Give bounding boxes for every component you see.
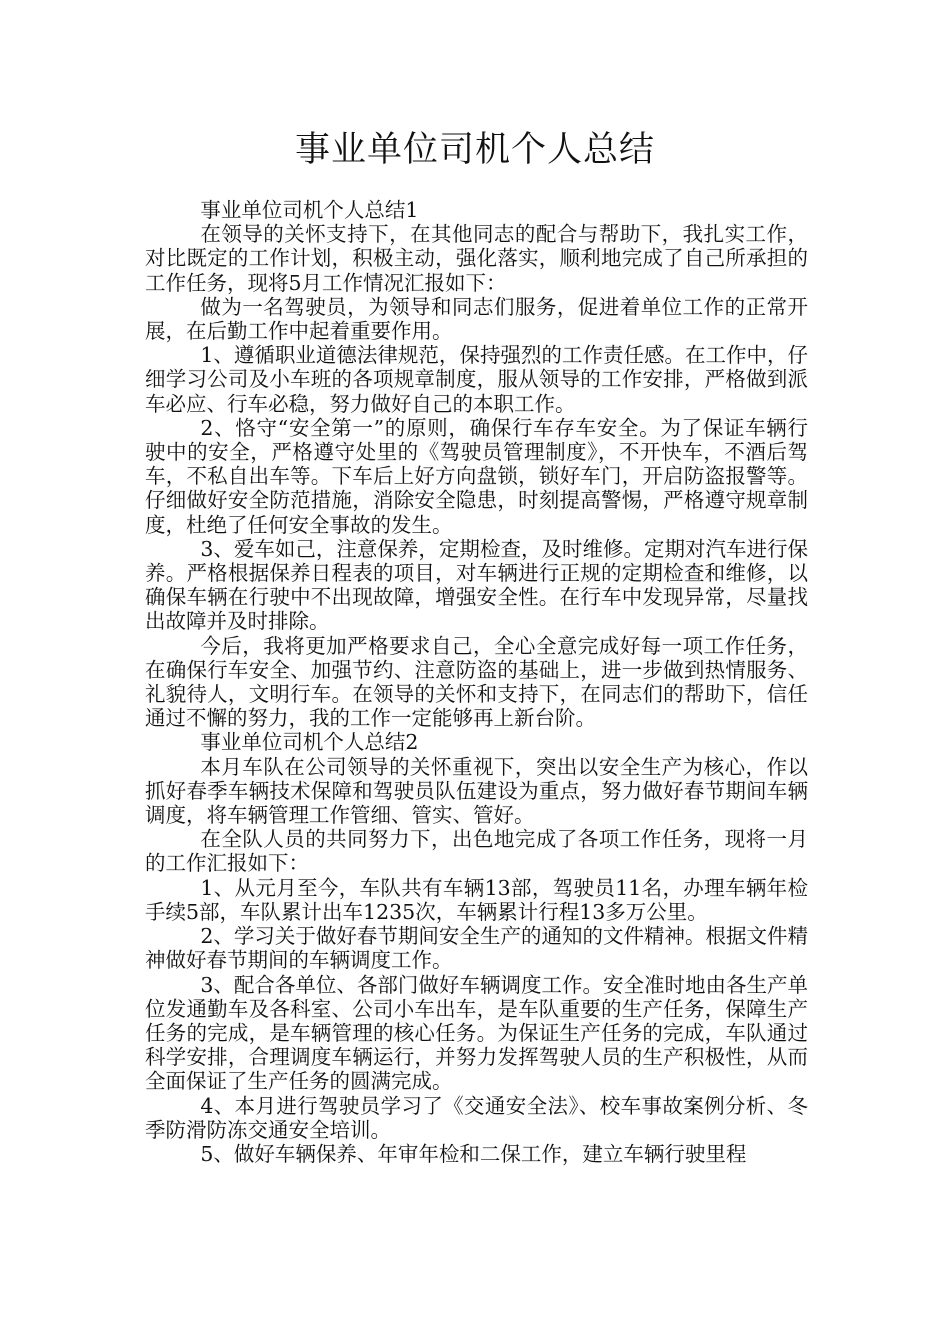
paragraph: 做为一名驾驶员，为领导和同志们服务，促进着单位工作的正常开展，在后勤工作中起着重要作用。 [145, 294, 808, 344]
paragraph: 2、恪守“安全第一”的原则，确保行车存车安全。为了保证车辆行驶中的安全，严格遵守处里的《驾驶员管理制度》，不开快车，不酒后驾车，不私自出车等。下车后上好方向盘锁，锁好车门，开启防盗报警等。仔细做好安全防范措施，消除安全隐患，时刻提高警惕，严格遵守规章制度，杜绝了任何安全事故的发生。 [145, 415, 808, 537]
section-heading-2: 事业单位司机个人总结2 [200, 730, 419, 755]
paragraph: 3、爱车如己，注意保养，定期检查，及时维修。定期对汽车进行保养。严格根据保养日程表的项目，对车辆进行正规的定期检查和维修，以确保车辆在行驶中不出现故障，增强安全性。在行车中发现异常，尽量找出故障并及时排除。 [145, 536, 808, 634]
document-body [145, 198, 808, 1166]
paragraph: 4、本月进行驾驶员学习了《交通安全法》、校车事故案例分析、冬季防滑防冻交通安全培训。 [145, 1093, 808, 1142]
document-title: 事业单位司机个人总结 [294, 130, 655, 170]
paragraph: 2、学习关于做好春节期间安全生产的通知的文件精神。根据文件精神做好春节期间的车辆调度工作。 [145, 924, 808, 973]
paragraph: 今后，我将更加严格要求自己，全心全意完成好每一项工作任务，在确保行车安全、加强节约、注意防盗的基础上，进一步做到热情服务、礼貌待人，文明行车。在领导的关怀和支持下，在同志们的帮助下，信任通过不懈的努力，我的工作一定能够再上新台阶。 [145, 633, 808, 731]
section-heading-1: 事业单位司机个人总结1 [200, 198, 419, 222]
paragraph: 5、做好车辆保养、年审年检和二保工作，建立车辆行驶里程 [200, 1141, 747, 1166]
paragraph: 在领导的关怀支持下，在其他同志的配合与帮助下，我扎实工作，对比既定的工作计划，积极主动，强化落实，顺利地完成了自己所承担的工作任务，现将5月工作情况汇报如下： [145, 222, 808, 295]
paragraph: 在全队人员的共同努力下，出色地完成了各项工作任务，现将一月的工作汇报如下： [145, 827, 808, 876]
paragraph: 本月车队在公司领导的关怀重视下，突出以安全生产为核心，作以抓好春季车辆技术保障和驾驶员队伍建设为重点，努力做好春节期间车辆调度，将车辆管理工作管细、管实、管好。 [145, 754, 808, 828]
paragraph: 1、从元月至今，车队共有车辆13部，驾驶员11名，办理车辆年检手续5部，车队累计出车1235次，车辆累计行程13多万公里。 [145, 875, 808, 924]
paragraph: 1、遵循职业道德法律规范，保持强烈的工作责任感。在工作中，仔细学习公司及小车班的各项规章制度，服从领导的工作安排，严格做到派车必应、行车必稳，努力做好自己的本职工作。 [145, 343, 808, 416]
paragraph: 3、配合各单位、各部门做好车辆调度工作。安全准时地由各生产单位发通勤车及各科室、公司小车出车，是车队重要的生产任务，保障生产任务的完成，是车辆管理的核心任务。为保证生产任务的完成，车队通过科学安排，合理调度车辆运行，并努力发挥驾驶人员的生产积极性，从而全面保证了生产任务的圆满完成。 [145, 972, 808, 1094]
